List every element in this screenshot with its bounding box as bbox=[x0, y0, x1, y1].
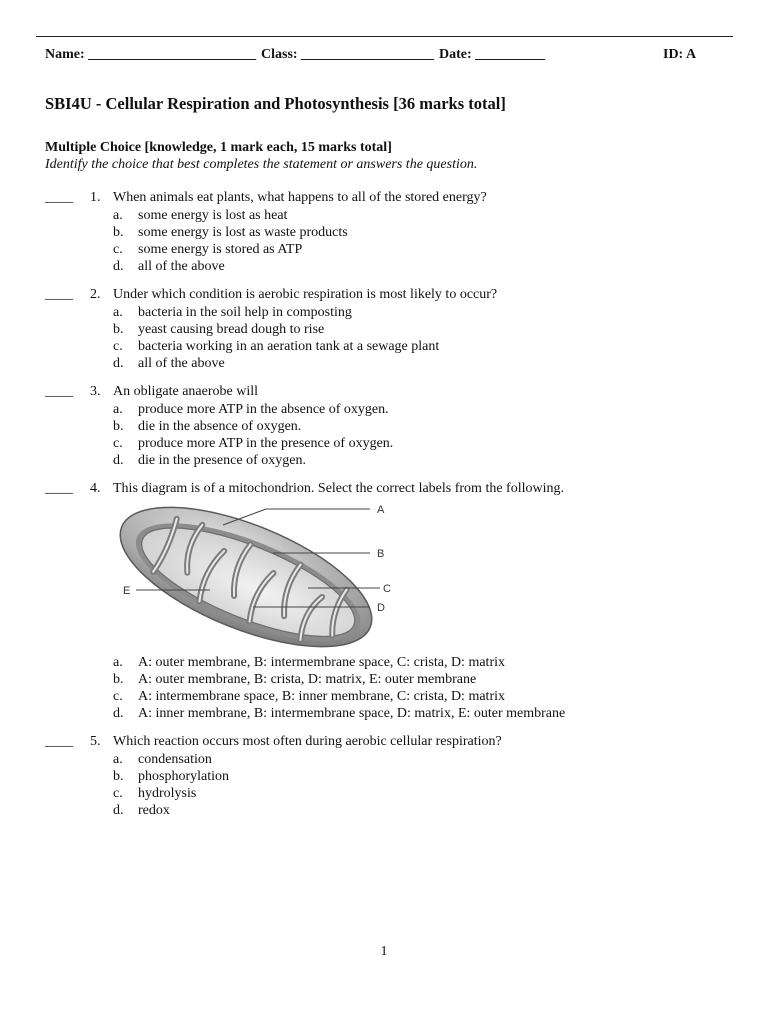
option-letter: c. bbox=[113, 436, 123, 451]
option-text: A: outer membrane, B: intermembrane space, C: crista, D: matrix bbox=[138, 655, 505, 670]
diagram-label-d: D bbox=[377, 602, 385, 614]
option-letter: d. bbox=[113, 259, 124, 274]
option-letter: a. bbox=[113, 402, 123, 417]
mitochondrion-diagram bbox=[108, 495, 400, 657]
page-title: SBI4U - Cellular Respiration and Photosynthesis [36 marks total] bbox=[45, 94, 506, 113]
option-text: die in the absence of oxygen. bbox=[138, 419, 302, 434]
option-text: condensation bbox=[138, 752, 212, 767]
option-text: all of the above bbox=[138, 356, 225, 371]
question-text: An obligate anaerobe will bbox=[113, 384, 259, 399]
option-text: some energy is lost as heat bbox=[138, 208, 288, 223]
answer-blank: ____ bbox=[45, 384, 73, 399]
question-text: Under which condition is aerobic respiration is most likely to occur? bbox=[113, 287, 498, 302]
option-letter: b. bbox=[113, 769, 124, 784]
answer-blank: ____ bbox=[45, 190, 73, 205]
option-letter: c. bbox=[113, 242, 123, 257]
option-text: phosphorylation bbox=[138, 769, 229, 784]
test-id: ID: A bbox=[663, 47, 697, 62]
option-letter: c. bbox=[113, 689, 123, 704]
question-text: When animals eat plants, what happens to all of the stored energy? bbox=[113, 190, 487, 205]
answer-blank: ____ bbox=[45, 287, 73, 302]
question-number: 1. bbox=[90, 190, 101, 205]
option-text: produce more ATP in the absence of oxygen. bbox=[138, 402, 389, 417]
diagram-label-b: B bbox=[377, 548, 385, 560]
mitochondrion-shape bbox=[108, 495, 390, 657]
question-text: Which reaction occurs most often during aerobic cellular respiration? bbox=[113, 734, 502, 749]
page-number: 1 bbox=[380, 944, 388, 959]
option-text: redox bbox=[138, 803, 170, 818]
option-letter: a. bbox=[113, 752, 123, 767]
question-number: 3. bbox=[90, 384, 101, 399]
option-text: A: outer membrane, B: crista, D: matrix, E: outer membrane bbox=[138, 672, 477, 687]
diagram-label-e: E bbox=[123, 585, 131, 597]
option-text: A: intermembrane space, B: inner membrane, C: crista, D: matrix bbox=[138, 689, 505, 704]
option-letter: d. bbox=[113, 356, 124, 371]
option-letter: a. bbox=[113, 655, 123, 670]
question-number: 5. bbox=[90, 734, 101, 749]
option-text: some energy is lost as waste products bbox=[138, 225, 348, 240]
class-field: Class: ___________________ bbox=[261, 47, 435, 62]
option-text: bacteria in the soil help in composting bbox=[138, 305, 352, 320]
option-letter: c. bbox=[113, 339, 123, 354]
option-letter: a. bbox=[113, 208, 123, 223]
question-text: This diagram is of a mitochondrion. Select the correct labels from the following. bbox=[113, 481, 564, 496]
diagram-label-a: A bbox=[377, 504, 385, 516]
question-number: 4. bbox=[90, 481, 101, 496]
header-rule bbox=[36, 36, 733, 37]
option-letter: c. bbox=[113, 786, 123, 801]
option-letter: d. bbox=[113, 706, 124, 721]
section-heading: Multiple Choice [knowledge, 1 mark each, 15 marks total] bbox=[45, 140, 392, 155]
option-text: die in the presence of oxygen. bbox=[138, 453, 306, 468]
option-text: all of the above bbox=[138, 259, 225, 274]
answer-blank: ____ bbox=[45, 481, 73, 496]
option-letter: d. bbox=[113, 453, 124, 468]
option-letter: b. bbox=[113, 225, 124, 240]
option-letter: b. bbox=[113, 672, 124, 687]
name-field: Name: ________________________ bbox=[45, 47, 257, 62]
option-letter: d. bbox=[113, 803, 124, 818]
option-text: some energy is stored as ATP bbox=[138, 242, 303, 257]
option-text: hydrolysis bbox=[138, 786, 197, 801]
diagram-label-c: C bbox=[383, 583, 391, 595]
option-text: produce more ATP in the presence of oxygen. bbox=[138, 436, 394, 451]
section-instructions: Identify the choice that best completes the statement or answers the question. bbox=[45, 157, 478, 172]
option-letter: b. bbox=[113, 419, 124, 434]
option-text: bacteria working in an aeration tank at a sewage plant bbox=[138, 339, 440, 354]
option-letter: b. bbox=[113, 322, 124, 337]
option-text: A: inner membrane, B: intermembrane space, D: matrix, E: outer membrane bbox=[138, 706, 566, 721]
option-text: yeast causing bread dough to rise bbox=[138, 322, 325, 337]
option-letter: a. bbox=[113, 305, 123, 320]
date-field: Date: __________ bbox=[439, 47, 546, 62]
answer-blank: ____ bbox=[45, 734, 73, 749]
question-number: 2. bbox=[90, 287, 101, 302]
